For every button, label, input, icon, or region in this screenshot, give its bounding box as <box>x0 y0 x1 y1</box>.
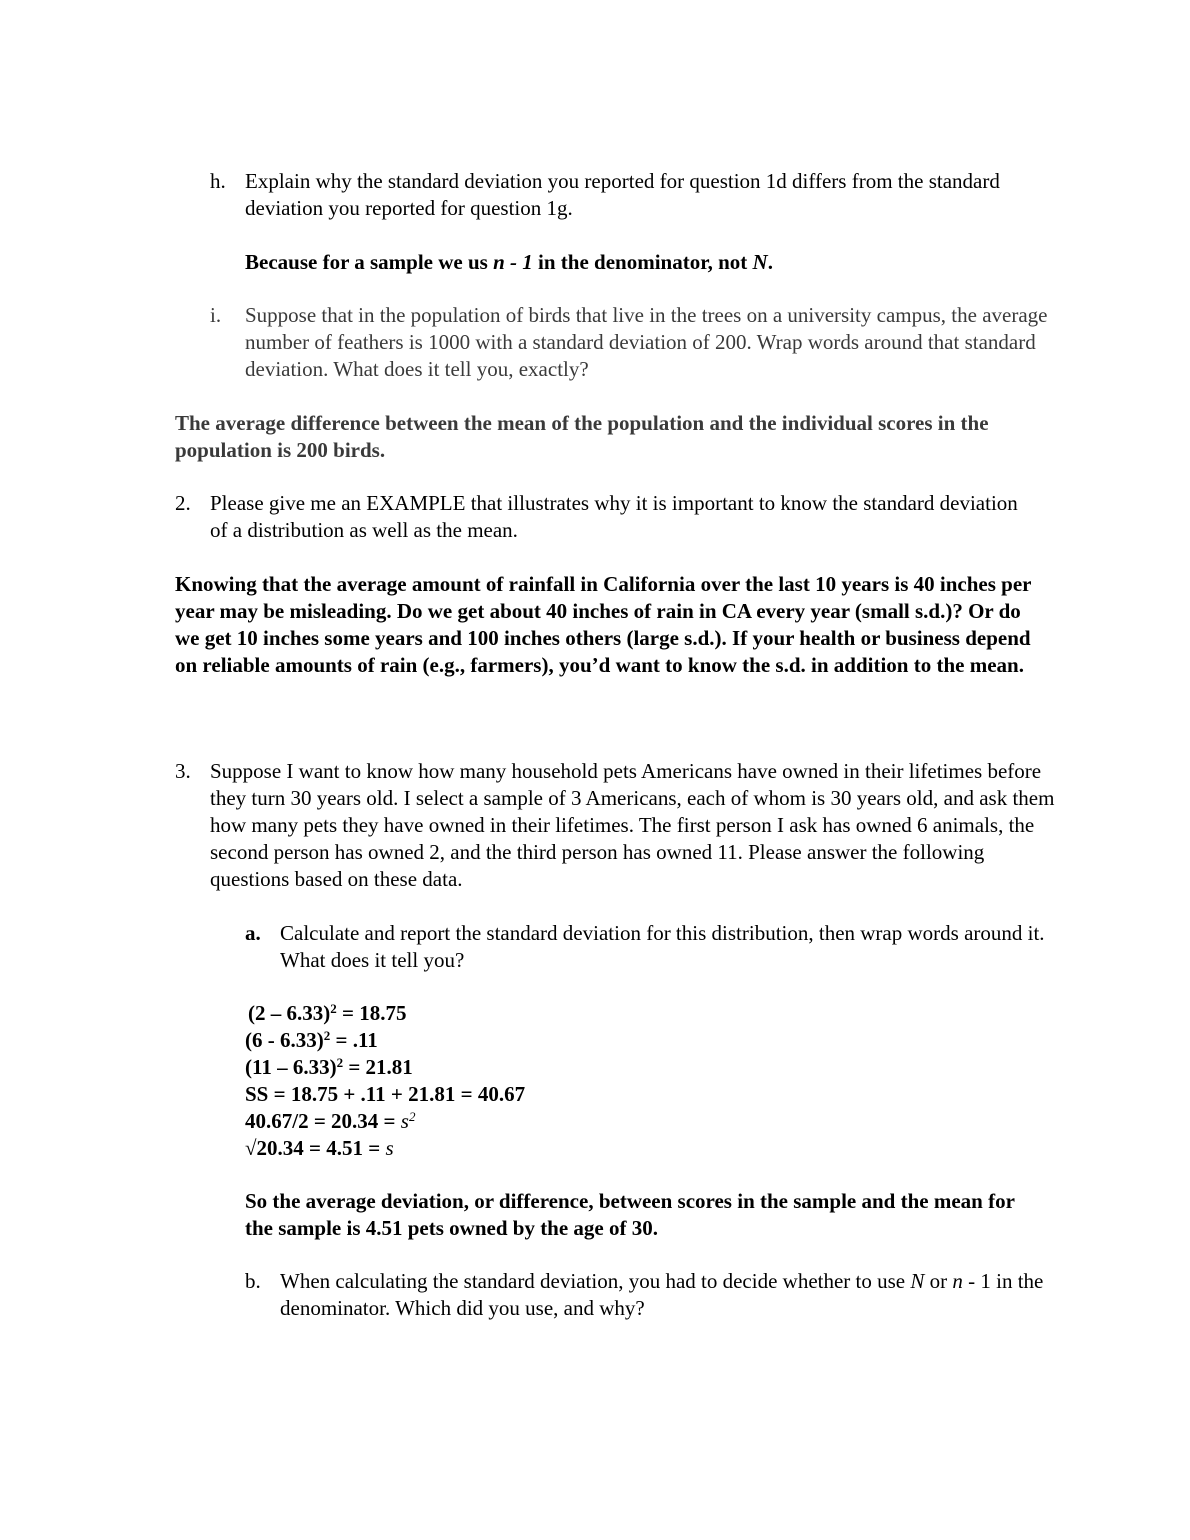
calc-line-2: (6 - 6.33)$^2$ = .11 <box>245 1028 378 1052</box>
answer-h: Because for a sample we us n - 1 in the denominator, not N. <box>245 250 773 274</box>
question-3b-text: When calculating the standard deviation, you had to decide whether to use N or n - 1 in the denominator. Which did you use, and why? <box>280 1269 1044 1320</box>
question-3a-marker: a. <box>245 921 261 945</box>
calc-line-6: √20.34 = 4.51 = s <box>245 1136 394 1160</box>
question-3-text: Suppose I want to know how many household pets Americans have owned in their lifetimes before they turn 30 years old. I select a sample of 3 Americans, each of whom is 30 years old, and ask them how many pets they have owned in their lifetimes. The first person I ask has owned 6 animals, the second person has owned 2, and the third person has owned 11. Please answer the following questions based on these data. <box>210 759 1055 891</box>
calc-line-1: (2 – 6.33)$^2$ = 18.75 <box>248 1001 407 1025</box>
question-i-text: Suppose that in the population of birds that live in the trees on a university campus, the average number of feathers is 1000 with a standard deviation of 200. Wrap words around that standard deviation. What does it tell you, exactly? <box>245 303 1048 381</box>
question-3-marker: 3. <box>175 759 191 783</box>
question-3a-text: Calculate and report the standard deviation for this distribution, then wrap words around it. What does it tell you? <box>280 921 1045 972</box>
question-3b <box>245 1268 1045 1322</box>
question-i <box>210 302 1050 383</box>
question-3 <box>175 758 1055 893</box>
question-h <box>210 168 1010 222</box>
question-i-marker: i. <box>210 303 222 327</box>
answer-2: Knowing that the average amount of rainfall in California over the last 10 years is 40 inches per year may be misleading. Do we get about 40 inches of rain in CA every year (small s.d.)? Or do we get 10 inches some years and 100 inches others (large s.d.). If your health or business depend on reliable amounts of rain (e.g., farmers), you’d want to know the s.d. in addition to the mean. <box>175 572 1032 677</box>
question-3b-marker: b. <box>245 1269 261 1293</box>
n-minus-1: n - 1 <box>493 250 533 274</box>
capital-n: N <box>752 250 768 274</box>
calc-line-4: SS = 18.75 + .11 + 21.81 = 40.67 <box>245 1082 526 1106</box>
calc-line-5: $40.67/2 = 20.34 = s^2$ <box>245 1109 416 1133</box>
question-h-marker: h. <box>210 169 226 193</box>
answer-i: The average difference between the mean of the population and the individual scores in the population is 200 birds. <box>175 411 989 462</box>
question-h-text: Explain why the standard deviation you reported for question 1d differs from the standard deviation you reported for question 1g. <box>245 169 1000 220</box>
question-3a <box>245 920 1045 974</box>
question-2 <box>175 490 1020 544</box>
question-2-text: Please give me an EXAMPLE that illustrates why it is important to know the standard deviation of a distribution as well as the mean. <box>210 491 1018 542</box>
question-2-marker: 2. <box>175 491 191 515</box>
calc-line-3: (11 – 6.33)$^2$ = 21.81 <box>245 1055 413 1079</box>
answer-3a: So the average deviation, or difference, between scores in the sample and the mean for the sample is 4.51 pets owned by the age of 30. <box>245 1189 1015 1240</box>
sd-calculation <box>245 1000 745 1162</box>
